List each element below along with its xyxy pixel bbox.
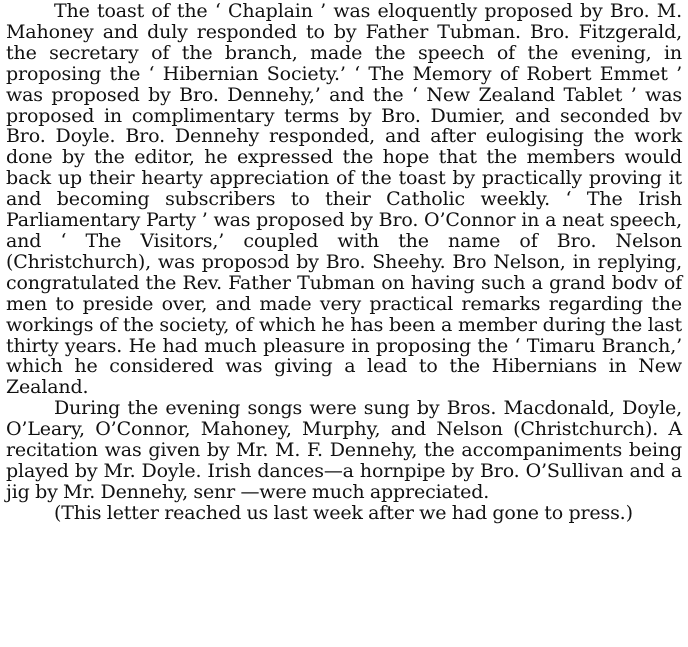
paragraph-entertainment: During the evening songs were sung by Bros. Macdonald, Doyle, O’Leary, O’Connor, Mahoney, Murphy, and Nelson (Christchurch). A recitation was given by Mr. M. F. Dennehy, the accompaniments being played by Mr. Doyle. Irish dances—a hornpipe by Bro. O’Sullivan and a jig by Mr. Dennehy, senr —were much appreciated.	[6, 397, 682, 503]
paragraph-editor-note: (This letter reached us last week after we had gone to press.)	[54, 501, 633, 524]
paragraph-toasts: The toast of the ‘ Chaplain ’ was eloquently proposed by Bro. M. Mahoney and duly responded to by Father Tubman. Bro. Fitzgerald, the secretary of the branch, made the speech of the evening, in proposing the ‘ Hibernian Society.’ ‘ The Memory of Robert Emmet ’ was proposed by Bro. Dennehy,’ and the ‘ New Zealand Tablet ’ was proposed in complimentary terms by Bro. Dumier, and seconded bv Bro. Doyle. Bro. Dennehy responded, and after eulogising the work done by the editor, he expressed the hope that the members would back up their hearty appreciation of the toast by practically proving it and becoming subscribers to their Catholic weekly. ‘ The Irish Parliamentary Party ’ was proposed by Bro. O’Connor in a neat speech, and ‘ The Visitors,’ coupled with the name of Bro. Nelson (Christchurch), was proposɔd by Bro. Sheehy. Bro Nelson, in replying, congratulated the Rev. Father Tubman on having such a grand bodv of men to preside over, and made very practical remarks regarding the workings of the society, of which he has been a member during the last thirty years. He had much pleasure in proposing the ‘ Timaru Branch,’ which he considered was giving a lead to the Hibernians in New Zealand.	[6, 0, 682, 399]
